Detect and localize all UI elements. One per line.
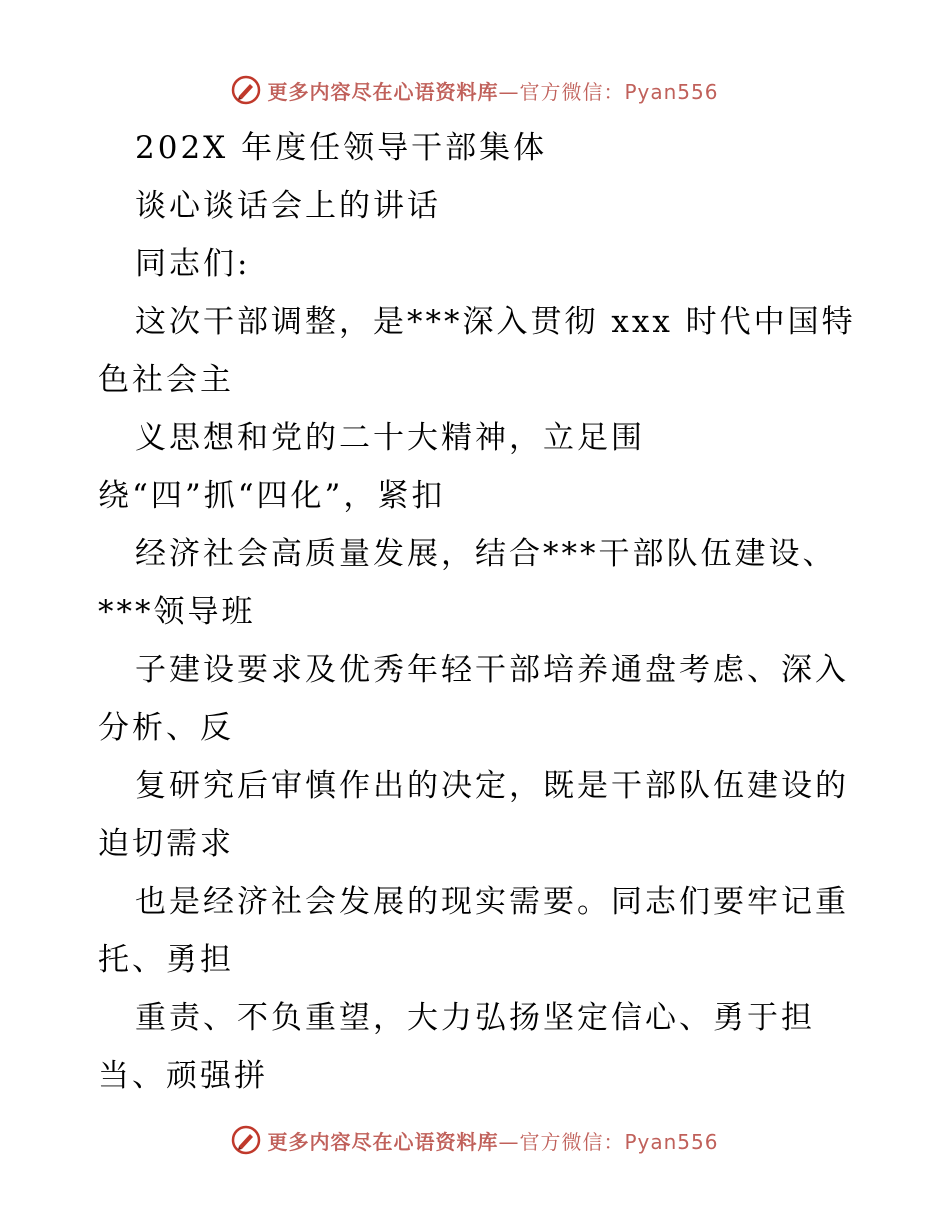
watermark-main-text: 更多内容尽在心语资料库 bbox=[267, 79, 499, 104]
doc-salutation: 同志们: bbox=[135, 246, 251, 282]
pen-logo-icon bbox=[231, 1125, 261, 1155]
watermark-main-text: 更多内容尽在心语资料库 bbox=[267, 1129, 499, 1154]
doc-paragraph-line: 迫切需求 bbox=[98, 826, 234, 862]
doc-paragraph-line: 重责、不负重望，大力弘扬坚定信心、勇于担 bbox=[135, 1000, 815, 1036]
doc-title-line-1: 202X 年度任领导干部集体 bbox=[135, 130, 548, 166]
doc-paragraph-line: 子建设要求及优秀年轻干部培养通盘考虑、深入 bbox=[135, 652, 849, 688]
doc-paragraph-line: 分析、反 bbox=[98, 710, 234, 746]
watermark-sub-text: —官方微信：Pyan556 bbox=[498, 79, 719, 104]
doc-paragraph-line: 当、顽强拼 bbox=[98, 1058, 268, 1094]
doc-paragraph-line: 义思想和党的二十大精神，立足围 bbox=[135, 420, 645, 456]
doc-paragraph-line: 绕“四”抓“四化”，紧扣 bbox=[98, 478, 446, 514]
doc-paragraph-line: 复研究后审慎作出的决定，既是干部队伍建设的 bbox=[135, 768, 849, 804]
doc-paragraph-line: 也是经济社会发展的现实需要。同志们要牢记重 bbox=[135, 884, 849, 920]
watermark-sub-text: —官方微信：Pyan556 bbox=[498, 1129, 719, 1154]
doc-paragraph-line: 经济社会高质量发展，结合***干部队伍建设、 bbox=[135, 536, 837, 572]
header-watermark bbox=[0, 70, 950, 110]
doc-paragraph-line: 色社会主 bbox=[98, 362, 234, 398]
doc-paragraph-line: ***领导班 bbox=[98, 594, 256, 630]
footer-watermark bbox=[0, 1120, 950, 1160]
pen-logo-icon bbox=[231, 75, 261, 105]
doc-paragraph-line: 托、勇担 bbox=[98, 942, 234, 978]
doc-title-line-2: 谈心谈话会上的讲话 bbox=[135, 188, 441, 224]
doc-paragraph-line: 这次干部调整，是***深入贯彻 xxx 时代中国特 bbox=[135, 304, 856, 340]
